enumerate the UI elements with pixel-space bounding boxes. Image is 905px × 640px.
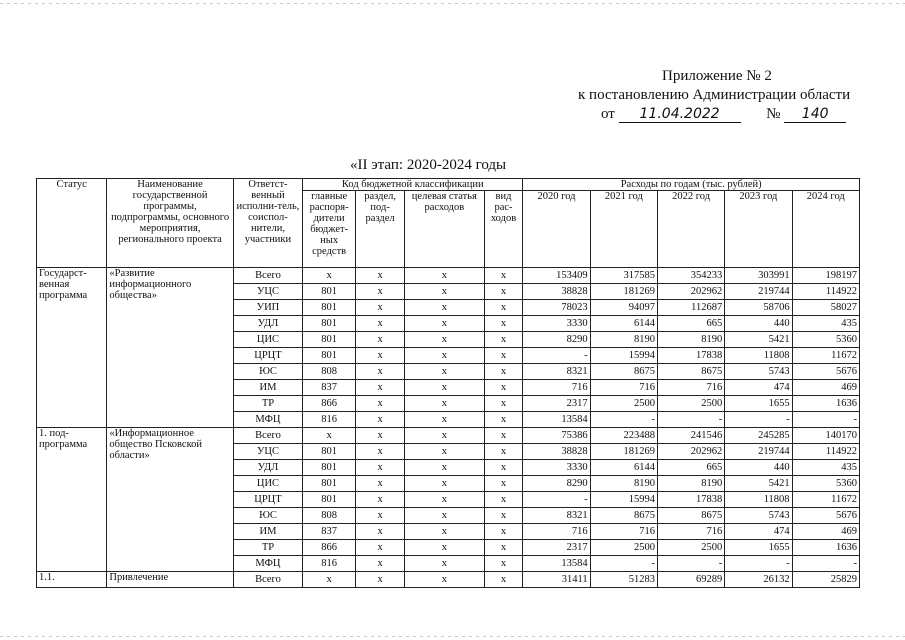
- table-cell: 114922: [792, 444, 859, 460]
- table-cell: x: [356, 396, 405, 412]
- table-cell: 31411: [523, 572, 590, 588]
- table-cell: ЦИС: [233, 476, 302, 492]
- table-cell: x: [405, 476, 485, 492]
- table-cell: ИМ: [233, 380, 302, 396]
- table-cell: 223488: [590, 428, 657, 444]
- table-cell: 219744: [725, 444, 792, 460]
- table-cell: ЦРЦТ: [233, 492, 302, 508]
- table-cell: 5421: [725, 332, 792, 348]
- table-cell: x: [356, 412, 405, 428]
- status-cell: 1. под-программа: [37, 428, 107, 572]
- table-cell: 202962: [657, 284, 724, 300]
- table-cell: 198197: [792, 268, 859, 284]
- table-cell: 6144: [590, 460, 657, 476]
- table-cell: ТР: [233, 396, 302, 412]
- header-expense-type: вид рас-ходов: [484, 191, 523, 268]
- header-name: Наименование государственной программы, подпрограммы, основного мероприятия, регионального проекта: [107, 179, 233, 268]
- table-cell: Всего: [233, 572, 302, 588]
- header-year-2023: 2023 год: [725, 191, 792, 268]
- table-cell: 8675: [657, 364, 724, 380]
- table-cell: 440: [725, 316, 792, 332]
- table-cell: 8675: [590, 364, 657, 380]
- table-cell: x: [405, 284, 485, 300]
- table-cell: 5676: [792, 508, 859, 524]
- header-budget-code: Код бюджетной классификации: [303, 179, 523, 191]
- program-name-cell: «Информационное общество Псковской области»: [107, 428, 233, 572]
- table-cell: 17838: [657, 492, 724, 508]
- table-cell: 11808: [725, 348, 792, 364]
- table-cell: -: [590, 412, 657, 428]
- table-cell: 1655: [725, 396, 792, 412]
- table-cell: x: [356, 556, 405, 572]
- table-cell: 202962: [657, 444, 724, 460]
- table-cell: x: [405, 380, 485, 396]
- table-cell: 8290: [523, 332, 590, 348]
- table-cell: x: [484, 476, 523, 492]
- table-cell: 3330: [523, 460, 590, 476]
- table-cell: 837: [303, 524, 356, 540]
- table-cell: 808: [303, 364, 356, 380]
- table-cell: 716: [657, 524, 724, 540]
- table-cell: 140170: [792, 428, 859, 444]
- table-cell: 801: [303, 332, 356, 348]
- table-cell: МФЦ: [233, 412, 302, 428]
- table-cell: 317585: [590, 268, 657, 284]
- status-cell: Государст-венная программа: [37, 268, 107, 428]
- table-cell: x: [484, 572, 523, 588]
- table-cell: -: [725, 556, 792, 572]
- table-cell: 866: [303, 540, 356, 556]
- table-cell: x: [303, 428, 356, 444]
- table-cell: 469: [792, 524, 859, 540]
- table-cell: ТР: [233, 540, 302, 556]
- table-cell: 1655: [725, 540, 792, 556]
- table-cell: x: [484, 508, 523, 524]
- table-cell: 8675: [590, 508, 657, 524]
- table-cell: x: [356, 444, 405, 460]
- table-cell: 5743: [725, 508, 792, 524]
- table-cell: x: [484, 444, 523, 460]
- budget-table: [36, 178, 860, 588]
- table-cell: x: [484, 364, 523, 380]
- table-cell: 716: [657, 380, 724, 396]
- table-cell: 5743: [725, 364, 792, 380]
- table-cell: 51283: [590, 572, 657, 588]
- table-cell: x: [356, 540, 405, 556]
- table-cell: 26132: [725, 572, 792, 588]
- table-cell: 435: [792, 316, 859, 332]
- table-cell: 1636: [792, 396, 859, 412]
- table-cell: x: [405, 524, 485, 540]
- scan-edge-bottom: [0, 636, 905, 637]
- table-cell: 219744: [725, 284, 792, 300]
- table-cell: УИП: [233, 300, 302, 316]
- table-cell: x: [405, 428, 485, 444]
- table-cell: x: [484, 348, 523, 364]
- table-cell: 801: [303, 284, 356, 300]
- appendix-label: Приложение № 2: [662, 68, 772, 84]
- table-cell: x: [484, 428, 523, 444]
- table-cell: x: [405, 332, 485, 348]
- table-cell: 801: [303, 300, 356, 316]
- table-cell: x: [405, 364, 485, 380]
- table-cell: 38828: [523, 444, 590, 460]
- table-cell: 114922: [792, 284, 859, 300]
- table-cell: x: [405, 444, 485, 460]
- table-cell: 303991: [725, 268, 792, 284]
- table-cell: x: [356, 460, 405, 476]
- table-cell: -: [523, 492, 590, 508]
- table-cell: 435: [792, 460, 859, 476]
- table-cell: x: [356, 492, 405, 508]
- table-body: [37, 268, 860, 588]
- table-cell: x: [405, 348, 485, 364]
- table-cell: -: [657, 556, 724, 572]
- table-cell: Всего: [233, 428, 302, 444]
- table-cell: x: [356, 380, 405, 396]
- header-razdel: раздел, под-раздел: [356, 191, 405, 268]
- table-cell: x: [484, 396, 523, 412]
- header-year-2021: 2021 год: [590, 191, 657, 268]
- table-cell: 181269: [590, 444, 657, 460]
- table-cell: 78023: [523, 300, 590, 316]
- scan-edge-top: [0, 3, 905, 4]
- table-cell: 13584: [523, 556, 590, 572]
- header-target-article: целевая статья расходов: [405, 191, 485, 268]
- table-cell: 13584: [523, 412, 590, 428]
- table-cell: x: [356, 364, 405, 380]
- table-cell: ЦИС: [233, 332, 302, 348]
- table-cell: x: [484, 524, 523, 540]
- table-cell: -: [792, 556, 859, 572]
- header-responsible: Ответст-венный исполни-тель, соиспол-нители, участники: [233, 179, 302, 268]
- resolution-label: к постановлению Администрации области: [578, 87, 851, 103]
- table-cell: x: [484, 412, 523, 428]
- table-cell: x: [405, 556, 485, 572]
- table-cell: 112687: [657, 300, 724, 316]
- handwritten-number: 140: [784, 106, 846, 123]
- table-cell: 3330: [523, 316, 590, 332]
- table-cell: x: [356, 268, 405, 284]
- table-cell: x: [484, 316, 523, 332]
- stage-title: «II этап: 2020-2024 годы: [350, 157, 507, 173]
- table-cell: 2500: [590, 396, 657, 412]
- table-cell: 5676: [792, 364, 859, 380]
- table-cell: x: [484, 300, 523, 316]
- table-cell: 474: [725, 380, 792, 396]
- table-cell: 801: [303, 316, 356, 332]
- table-cell: 8190: [657, 476, 724, 492]
- table-cell: 5421: [725, 476, 792, 492]
- table-cell: x: [484, 492, 523, 508]
- header-year-2020: 2020 год: [523, 191, 590, 268]
- table-cell: 6144: [590, 316, 657, 332]
- table-cell: 354233: [657, 268, 724, 284]
- table-cell: ЦРЦТ: [233, 348, 302, 364]
- table-cell: 11808: [725, 492, 792, 508]
- table-cell: x: [356, 332, 405, 348]
- table-row: [37, 572, 860, 588]
- table-cell: 8190: [590, 476, 657, 492]
- header-grbs: главные распоря-дители бюджет-ных средств: [303, 191, 356, 268]
- table-cell: 2317: [523, 540, 590, 556]
- table-cell: x: [405, 300, 485, 316]
- header-year-2024: 2024 год: [792, 191, 859, 268]
- header-status: Статус: [37, 179, 107, 268]
- table-cell: x: [484, 556, 523, 572]
- table-cell: 8190: [657, 332, 724, 348]
- table-cell: 58706: [725, 300, 792, 316]
- table-cell: УДЛ: [233, 316, 302, 332]
- table-cell: x: [405, 316, 485, 332]
- table-cell: 75386: [523, 428, 590, 444]
- table-cell: 866: [303, 396, 356, 412]
- table-row: [37, 268, 860, 284]
- table-cell: 15994: [590, 492, 657, 508]
- table-cell: x: [356, 316, 405, 332]
- table-cell: x: [303, 268, 356, 284]
- table-cell: 25829: [792, 572, 859, 588]
- table-cell: 665: [657, 316, 724, 332]
- table-cell: 716: [590, 524, 657, 540]
- table-cell: -: [523, 348, 590, 364]
- table-cell: 17838: [657, 348, 724, 364]
- table-cell: УЦС: [233, 284, 302, 300]
- handwritten-date: 11.04.2022: [619, 106, 741, 123]
- table-cell: УЦС: [233, 444, 302, 460]
- table-cell: x: [356, 524, 405, 540]
- table-cell: 808: [303, 508, 356, 524]
- table-cell: 58027: [792, 300, 859, 316]
- table-cell: x: [484, 284, 523, 300]
- table-cell: 5360: [792, 476, 859, 492]
- table-cell: x: [356, 300, 405, 316]
- table-cell: x: [356, 508, 405, 524]
- table-cell: x: [405, 508, 485, 524]
- table-cell: x: [356, 428, 405, 444]
- program-name-cell: Привлечение: [107, 572, 233, 588]
- table-cell: 241546: [657, 428, 724, 444]
- status-cell: 1.1.: [37, 572, 107, 588]
- table-cell: 1636: [792, 540, 859, 556]
- table-cell: 153409: [523, 268, 590, 284]
- table-cell: ЮС: [233, 508, 302, 524]
- table-cell: 8321: [523, 364, 590, 380]
- table-cell: x: [303, 572, 356, 588]
- table-cell: x: [405, 396, 485, 412]
- table-cell: x: [484, 460, 523, 476]
- number-sign: №: [766, 106, 781, 122]
- table-cell: -: [792, 412, 859, 428]
- table-cell: 5360: [792, 332, 859, 348]
- table-cell: x: [356, 476, 405, 492]
- program-name-cell: «Развитие информационного общества»: [107, 268, 233, 428]
- table-cell: ИМ: [233, 524, 302, 540]
- table-cell: 181269: [590, 284, 657, 300]
- table-cell: 15994: [590, 348, 657, 364]
- table-cell: x: [405, 460, 485, 476]
- table-cell: x: [405, 268, 485, 284]
- table-cell: 69289: [657, 572, 724, 588]
- table-cell: 8321: [523, 508, 590, 524]
- table-cell: 801: [303, 492, 356, 508]
- table-cell: x: [405, 492, 485, 508]
- table-row: [37, 428, 860, 444]
- table-cell: -: [657, 412, 724, 428]
- table-cell: 837: [303, 380, 356, 396]
- table-cell: -: [725, 412, 792, 428]
- table-cell: 716: [523, 524, 590, 540]
- table-cell: 440: [725, 460, 792, 476]
- table-cell: x: [484, 268, 523, 284]
- table-cell: 11672: [792, 348, 859, 364]
- date-line: [601, 106, 846, 123]
- table-cell: -: [590, 556, 657, 572]
- table-cell: x: [356, 572, 405, 588]
- header-expenses: Расходы по годам (тыс. рублей): [523, 179, 860, 191]
- table-cell: x: [484, 332, 523, 348]
- table-cell: 474: [725, 524, 792, 540]
- table-cell: x: [484, 380, 523, 396]
- table-cell: x: [356, 284, 405, 300]
- table-cell: 2317: [523, 396, 590, 412]
- table-cell: ЮС: [233, 364, 302, 380]
- table-cell: 801: [303, 444, 356, 460]
- table-cell: УДЛ: [233, 460, 302, 476]
- table-cell: 801: [303, 476, 356, 492]
- from-prefix: от: [601, 106, 615, 122]
- table-cell: 2500: [657, 540, 724, 556]
- table-cell: 11672: [792, 492, 859, 508]
- table-cell: 469: [792, 380, 859, 396]
- header-year-2022: 2022 год: [657, 191, 724, 268]
- table-cell: 38828: [523, 284, 590, 300]
- table-cell: 816: [303, 412, 356, 428]
- table-cell: x: [356, 348, 405, 364]
- table-cell: 801: [303, 348, 356, 364]
- table-cell: 8190: [590, 332, 657, 348]
- table-cell: МФЦ: [233, 556, 302, 572]
- table-cell: 2500: [590, 540, 657, 556]
- table-cell: x: [405, 412, 485, 428]
- table-cell: x: [405, 540, 485, 556]
- table-cell: 8290: [523, 476, 590, 492]
- table-cell: 801: [303, 460, 356, 476]
- table-cell: 94097: [590, 300, 657, 316]
- table-cell: 716: [590, 380, 657, 396]
- table-cell: 716: [523, 380, 590, 396]
- table-cell: 2500: [657, 396, 724, 412]
- table-cell: x: [405, 572, 485, 588]
- table-cell: x: [484, 540, 523, 556]
- table-cell: 245285: [725, 428, 792, 444]
- table-cell: 8675: [657, 508, 724, 524]
- table-cell: Всего: [233, 268, 302, 284]
- table-cell: 816: [303, 556, 356, 572]
- table-cell: 665: [657, 460, 724, 476]
